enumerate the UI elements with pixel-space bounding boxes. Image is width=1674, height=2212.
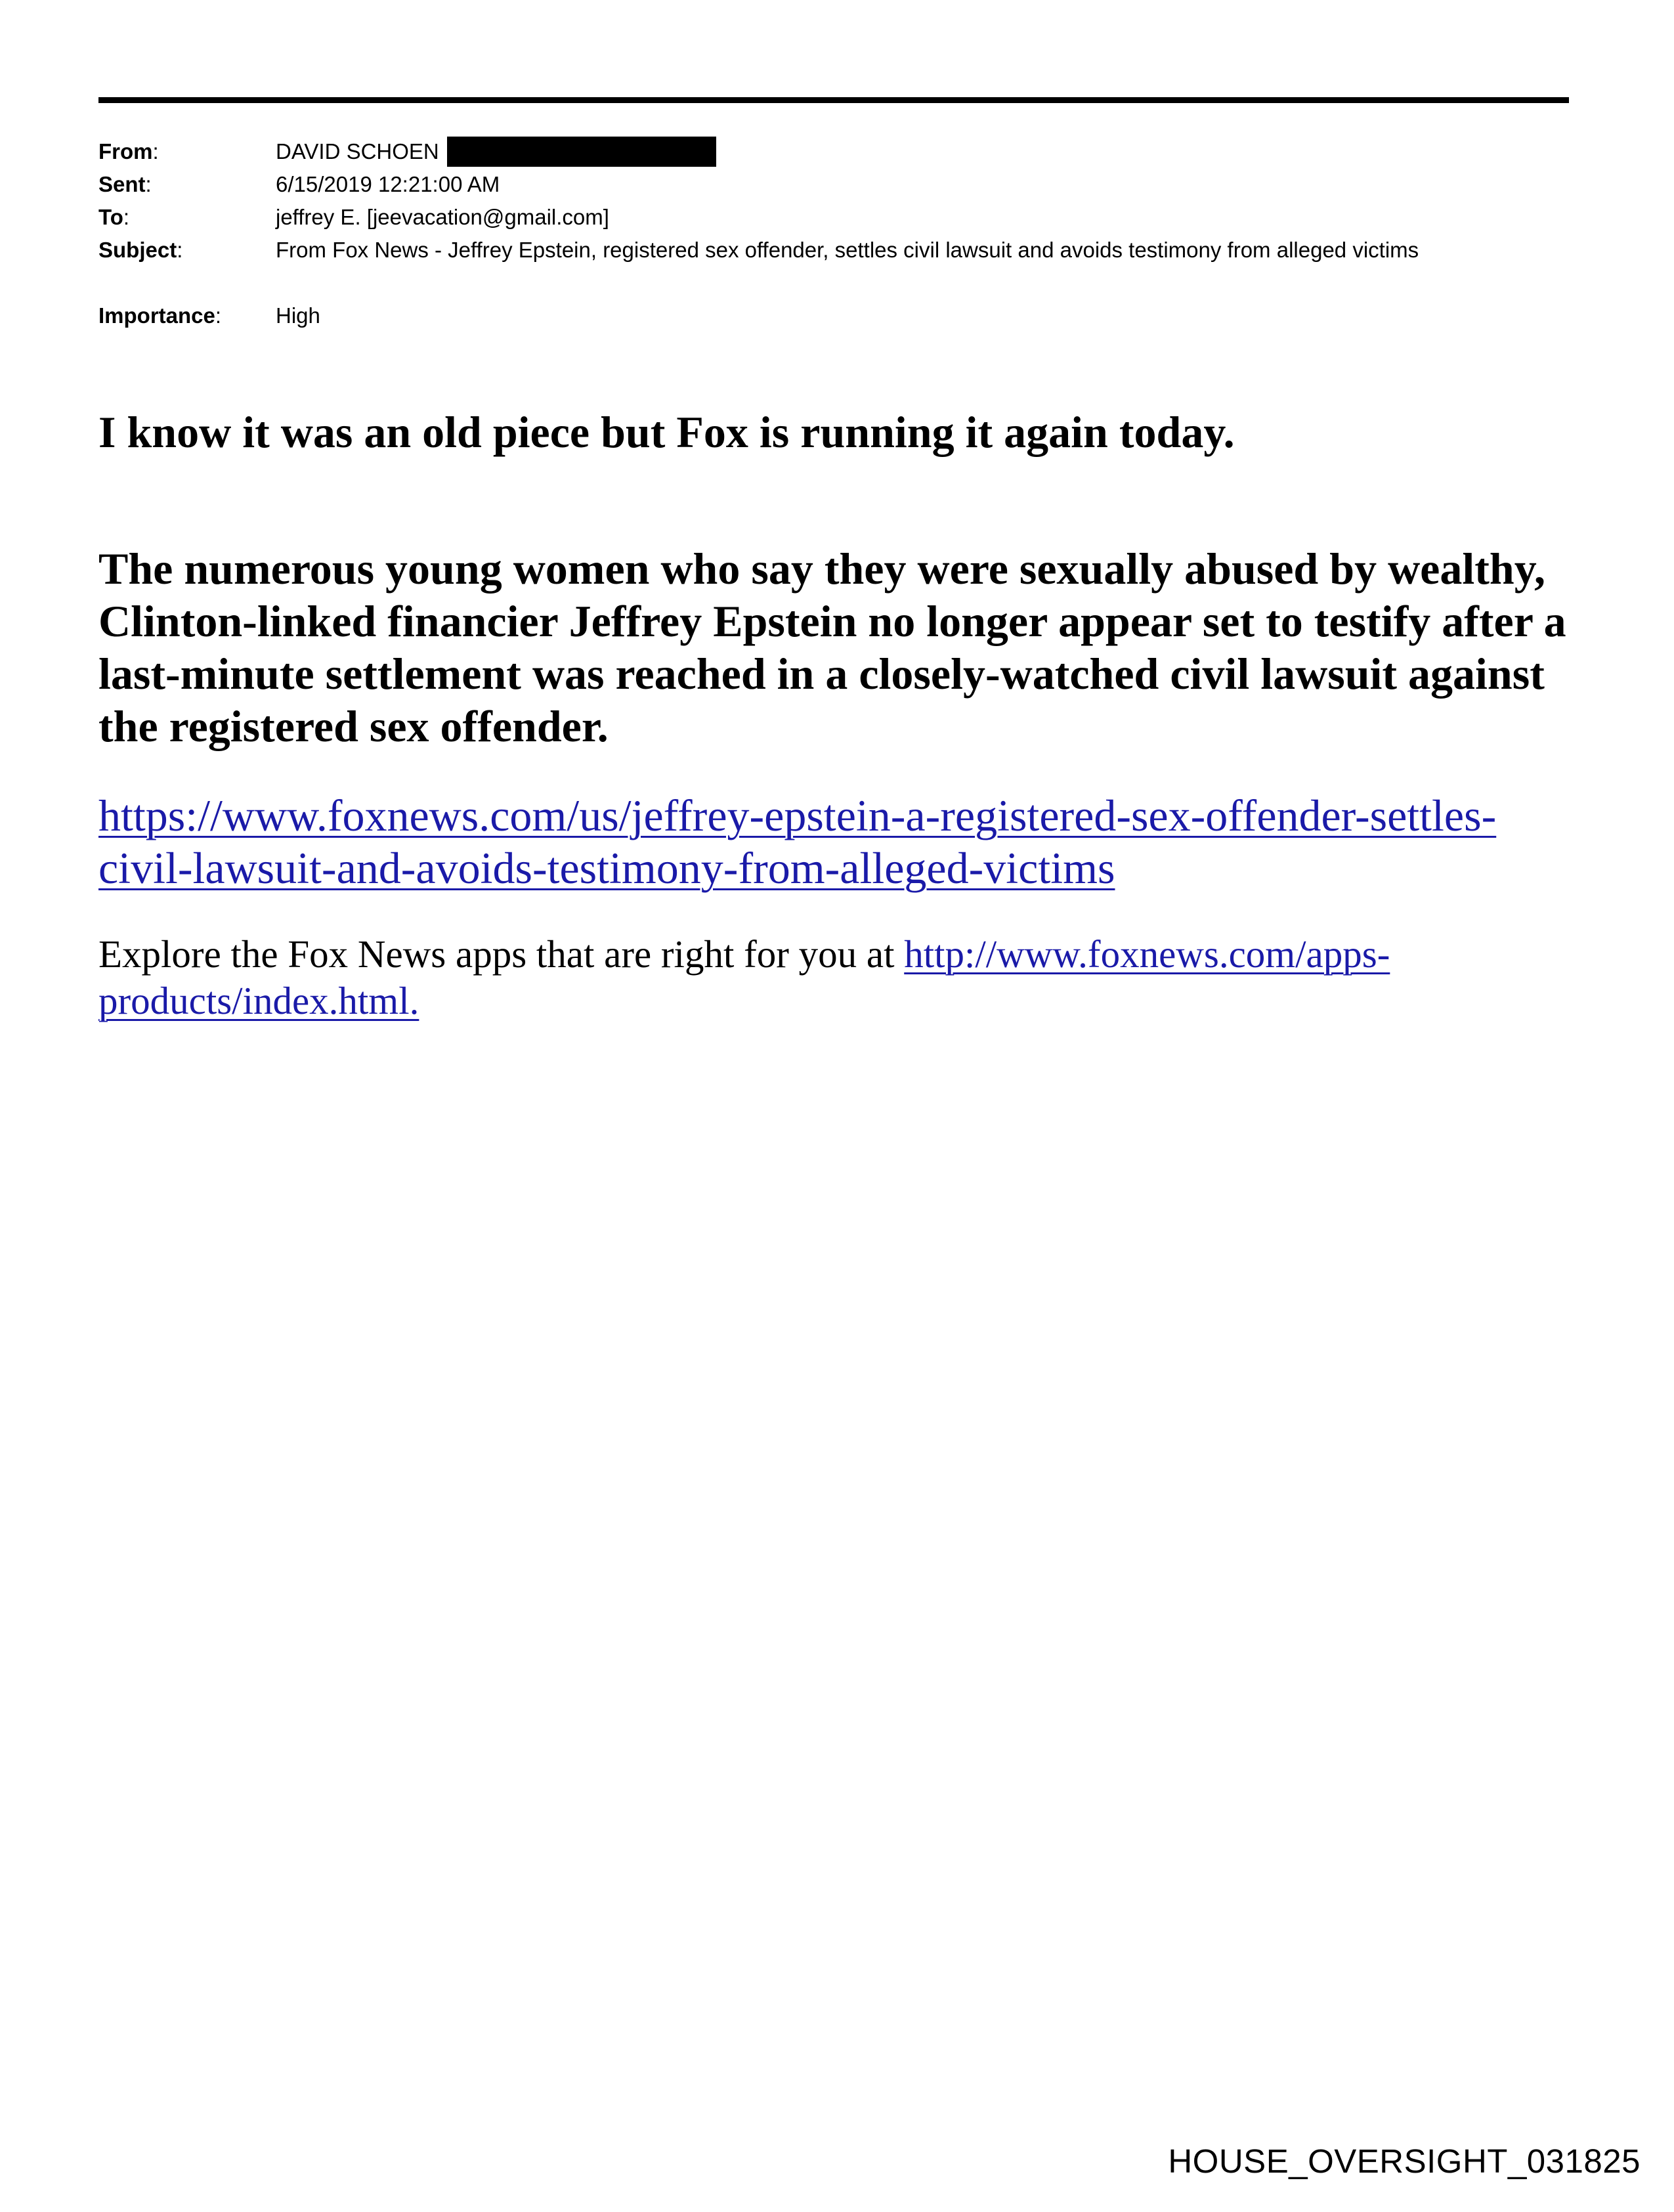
importance-value: High [276,303,320,328]
to-row [98,201,1569,234]
sender-name: DAVID SCHOEN [276,139,439,163]
to-label: To: [98,205,130,229]
importance-row [98,299,1569,332]
article-summary: The numerous young women who say they were sexually abused by wealthy, Clinton-linked financier Jeffrey Epstein no longer appear set to testify after a last-minute settlement was reached in a closely-watched civil lawsuit against the registered sex offender. [98,544,1566,751]
from-row [98,135,1569,168]
from-value [276,135,1569,168]
from-label: From: [98,139,159,163]
article-link-paragraph [98,789,1582,894]
sent-value: 6/15/2019 12:21:00 AM [276,172,500,196]
apps-text: Explore the Fox News apps that are right for you at [98,932,905,976]
redaction-box [447,137,716,167]
article-link[interactable]: https://www.foxnews.com/us/jeffrey-epstein-a-registered-sex-offender-settles-civil-lawsuit-and-avoids-testimony-from-alleged-victims [98,791,1497,893]
message-lead: I know it was an old piece but Fox is running it again today. [98,407,1235,457]
sent-label: Sent: [98,172,152,196]
header-rule [98,97,1569,103]
subject-row [98,234,1569,267]
document-id: HOUSE_OVERSIGHT_031825 [1168,2142,1641,2180]
importance-label: Importance: [98,303,222,328]
subject-value: From Fox News - Jeffrey Epstein, registered sex offender, settles civil lawsuit and avoids testimony from alleged victims [276,238,1419,262]
apps-paragraph [98,931,1582,1024]
to-value: jeffrey E. [jeevacation@gmail.com] [276,205,609,229]
subject-label: Subject: [98,238,183,262]
sent-row [98,168,1569,201]
apps-link[interactable]: http://www.foxnews.com/apps-products/index.html. [98,932,1390,1022]
email-header [98,135,1569,332]
